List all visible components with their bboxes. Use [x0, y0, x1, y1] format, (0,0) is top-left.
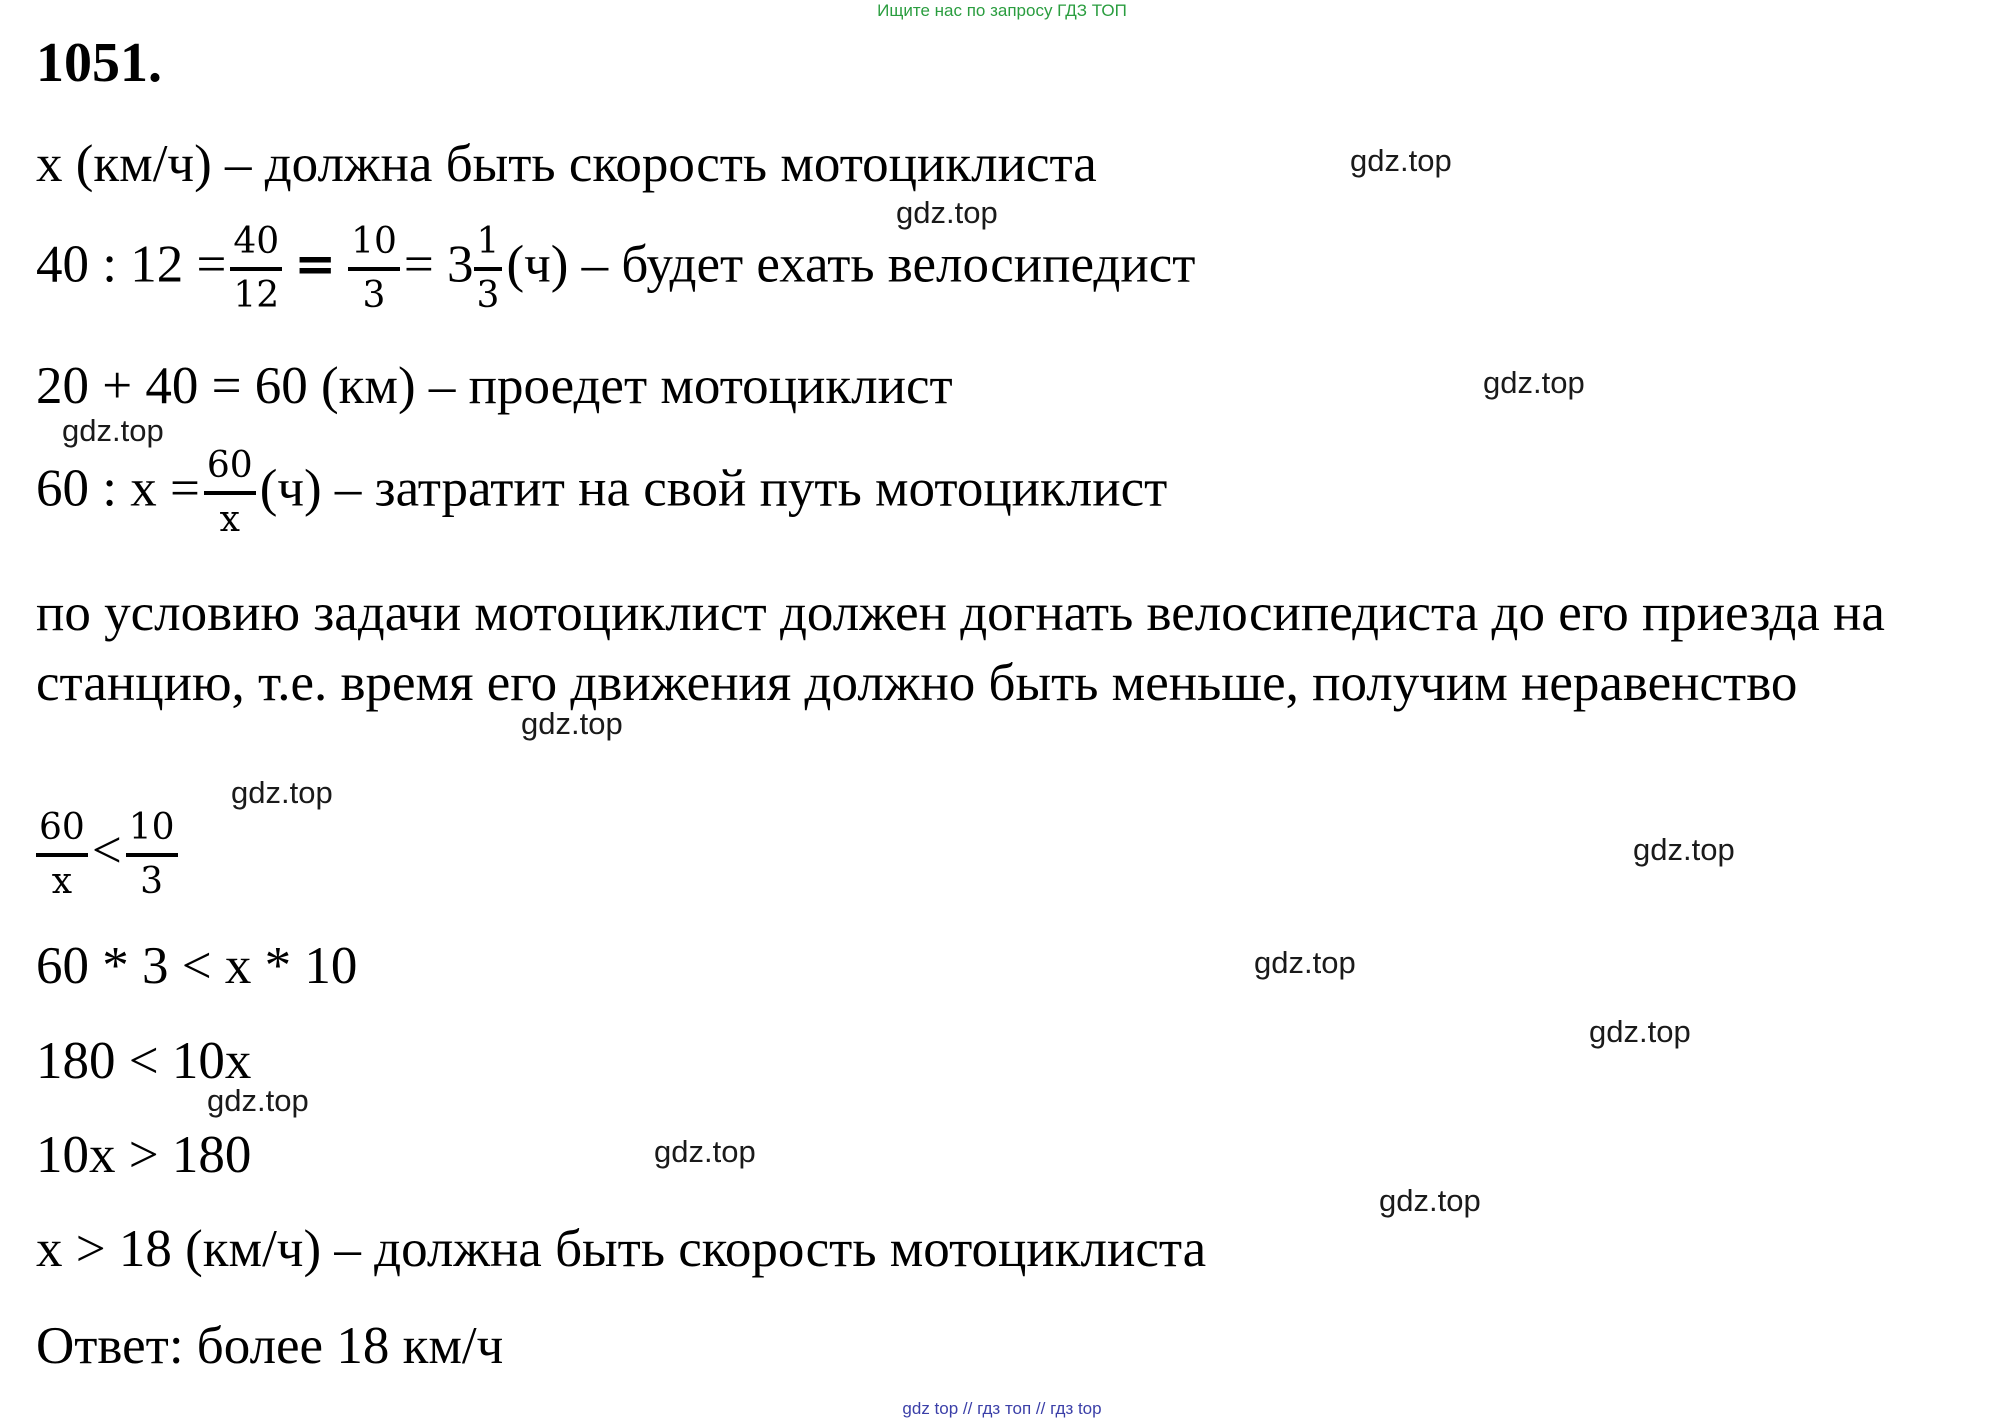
fraction-numerator: 1	[474, 222, 503, 271]
solution-line-8: 10x > 180	[36, 1126, 252, 1184]
fraction-numerator: 10	[126, 808, 178, 857]
watermark: gdz.top	[207, 1083, 309, 1118]
fraction-denominator: 3	[362, 275, 386, 317]
answer-line: Ответ: более 18 км/ч	[36, 1317, 504, 1375]
watermark: gdz.top	[1483, 365, 1585, 400]
condition-paragraph: по условию задачи мотоциклист должен догнать велосипедиста до его приезда на станцию, т.е. время его движения должно быть меньше, получим неравенство	[36, 584, 1885, 712]
line-2-mid: = 3	[403, 235, 474, 294]
line-2-start: 40 : 12 =	[36, 235, 227, 294]
solution-line-7: 180 < 10x	[36, 1032, 252, 1090]
fraction-1-3	[474, 222, 503, 317]
fraction-denominator: 3	[476, 275, 500, 317]
solution-line-9: x > 18 (км/ч) – должна быть скорость мотоциклиста	[36, 1220, 1207, 1278]
fraction-10-3	[126, 808, 178, 903]
watermark: gdz.top	[654, 1134, 756, 1169]
solution-line-1: x (км/ч) – должна быть скорость мотоциклиста	[36, 135, 1097, 193]
watermark: gdz.top	[1633, 832, 1735, 867]
fraction-numerator: 60	[204, 446, 256, 495]
less-than-sign: <	[91, 821, 122, 880]
problem-number: 1051.	[36, 32, 162, 94]
fraction-denominator: x	[219, 499, 240, 541]
fraction-denominator: 12	[233, 275, 280, 317]
solution-line-6: 60 * 3 < x * 10	[36, 937, 358, 995]
fraction-40-12	[230, 222, 282, 317]
watermark: gdz.top	[1379, 1183, 1481, 1218]
fraction-numerator: 10	[348, 222, 400, 271]
watermark: gdz.top	[62, 413, 164, 448]
solution-line-2	[36, 222, 1195, 317]
watermark: gdz.top	[896, 195, 998, 230]
fraction-10-3	[348, 222, 400, 317]
top-banner: Ищите нас по запросу ГДЗ ТОП	[877, 1, 1127, 20]
fraction-denominator: x	[51, 861, 73, 903]
fraction-denominator: 3	[140, 861, 164, 903]
line-4-end: (ч) – затратит на свой путь мотоциклист	[259, 459, 1168, 518]
line-4-start: 60 : x =	[36, 459, 200, 518]
watermark: gdz.top	[1589, 1014, 1691, 1049]
fraction-60-x	[36, 808, 88, 903]
line-2-end: (ч) – будет ехать велосипедист	[506, 235, 1196, 294]
solution-line-4	[36, 446, 1167, 541]
solution-line-3: 20 + 40 = 60 (км) – проедет мотоциклист	[36, 357, 953, 415]
equals-sign: =	[294, 234, 337, 294]
fraction-numerator: 60	[36, 808, 88, 857]
inequality-line	[36, 808, 182, 903]
fraction-numerator: 40	[230, 222, 282, 271]
bottom-banner: gdz top // гдз топ // гдз top	[902, 1399, 1102, 1418]
watermark: gdz.top	[1254, 945, 1356, 980]
fraction-60-x	[204, 446, 256, 541]
watermark: gdz.top	[231, 775, 333, 810]
watermark: gdz.top	[521, 706, 623, 741]
watermark: gdz.top	[1350, 143, 1452, 178]
